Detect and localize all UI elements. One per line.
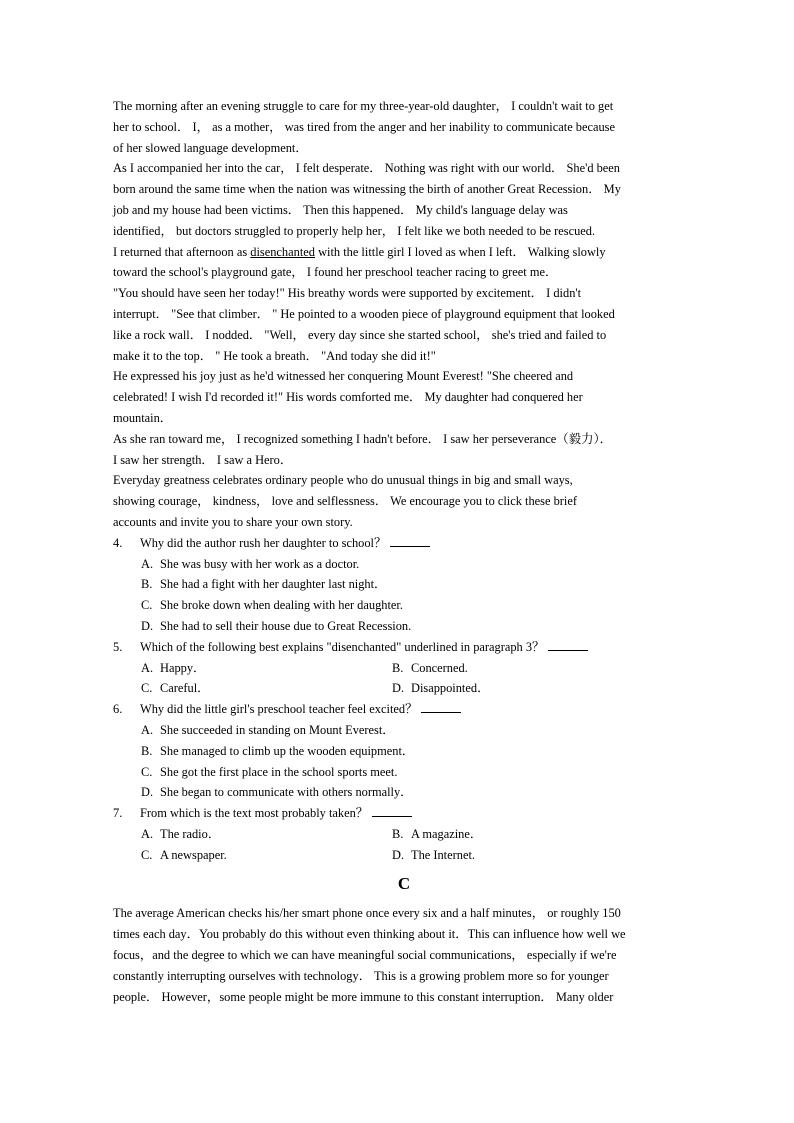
- answer-option[interactable]: [141, 595, 403, 616]
- answer-option[interactable]: [392, 658, 468, 679]
- passage-line: [113, 262, 695, 283]
- answer-option[interactable]: [392, 678, 489, 699]
- answer-option[interactable]: [141, 658, 392, 679]
- option-text: She had to sell their house due to Great Recession.: [160, 618, 412, 633]
- text-segment: As I accompanied her into the car， I felt desperate． Nothing was right with our world． She'd been: [113, 161, 621, 176]
- answer-blank[interactable]: [372, 803, 412, 817]
- option-row: [113, 554, 695, 575]
- text-segment: The morning after an evening struggle to care for my three-year-old daughter， I couldn't wait to get: [113, 99, 614, 113]
- text-segment: accounts and invite you to share your own story.: [113, 514, 353, 529]
- option-row: [113, 574, 695, 595]
- option-row: [113, 616, 695, 637]
- option-label: D.: [392, 847, 405, 862]
- question-number: 5.: [113, 639, 123, 654]
- option-row: [113, 595, 695, 616]
- answer-option[interactable]: [141, 616, 411, 637]
- option-label: A.: [141, 722, 154, 737]
- text-segment: toward the school's playground gate， I found her preschool teacher racing to greet me．: [113, 265, 558, 280]
- underlined-word: disenchanted: [250, 244, 315, 259]
- option-text: A newspaper.: [160, 847, 227, 862]
- text-segment: "You should have seen her today!" His breathy words were supported by excitement． I didn't: [113, 286, 582, 301]
- text-segment: interrupt． "See that climber． " He pointed to a wooden piece of playground equipment that looked: [113, 306, 615, 321]
- option-label: B.: [392, 826, 404, 841]
- option-label: D.: [141, 618, 154, 633]
- option-text: Happy．: [160, 660, 206, 675]
- text-segment: mountain．: [113, 410, 173, 425]
- passage-line: [113, 450, 695, 471]
- option-row: [113, 762, 695, 783]
- passage-line: [113, 491, 695, 512]
- text-segment: like a rock wall． I nodded． "Well， every day since she started school， she's tried and failed to: [113, 327, 607, 342]
- text-segment: I returned that afternoon as: [113, 244, 251, 259]
- question-text: From which is the text most probably taken？: [140, 806, 369, 821]
- question-text: Which of the following best explains "disenchanted" underlined in paragraph 3？: [140, 639, 545, 654]
- text-segment: showing courage， kindness， love and selflessness． We encourage you to click these brief: [113, 494, 577, 509]
- question-number: 6.: [113, 702, 123, 717]
- passage-b: [113, 96, 695, 533]
- option-text: She managed to climb up the wooden equipment．: [160, 743, 415, 758]
- passage-line: constantly interrupting ourselves with technology． This is a growing problem more so for younger: [113, 968, 609, 983]
- answer-blank[interactable]: [548, 637, 588, 651]
- option-label: C.: [141, 847, 153, 862]
- option-row: [113, 782, 695, 803]
- question-number: 4.: [113, 535, 123, 550]
- text-segment: As she ran toward me， I recognized something I hadn't before． I saw her perseverance（毅力）．: [113, 431, 613, 446]
- option-row: [113, 678, 695, 699]
- option-text: She had a fight with her daughter last night．: [160, 577, 387, 592]
- passage-line: [113, 512, 695, 533]
- passage-line: [113, 325, 695, 346]
- option-text: She was busy with her work as a doctor.: [160, 556, 360, 571]
- passage-line: times each day．You probably do this without even thinking about it．This can influence how well we: [113, 927, 626, 942]
- questions-list: [113, 533, 695, 866]
- option-label: A.: [141, 660, 154, 675]
- passage-line: The average American checks his/her smart phone once every six and a half minutes， or roughly 150: [113, 906, 621, 921]
- section-heading: C: [397, 874, 411, 894]
- option-text: Careful．: [160, 681, 210, 696]
- question-text: Why did the author rush her daughter to school？: [140, 535, 387, 550]
- option-label: C.: [141, 598, 153, 613]
- passage-line: [113, 304, 695, 325]
- answer-option[interactable]: [141, 845, 392, 866]
- option-text: She began to communicate with others normally．: [160, 785, 413, 800]
- passage-line: [113, 221, 695, 242]
- question-number: 7.: [113, 806, 123, 821]
- document-content: [113, 96, 695, 1007]
- answer-option[interactable]: [141, 824, 392, 845]
- question-stem: [113, 637, 695, 658]
- option-text: Concerned.: [411, 660, 468, 675]
- option-label: B.: [141, 743, 153, 758]
- passage-line: [113, 138, 695, 159]
- passage-line: [113, 470, 695, 491]
- answer-blank[interactable]: [390, 533, 430, 547]
- option-row: [113, 824, 695, 845]
- passage-line: [113, 158, 695, 179]
- text-segment: make it to the top． " He took a breath． "And today she did it!": [113, 348, 436, 363]
- passage-line: [113, 366, 695, 387]
- text-segment: born around the same time when the nation was witnessing the birth of another Great Recession． My: [113, 182, 621, 197]
- passage-line: [113, 387, 695, 408]
- passage-line: [113, 179, 695, 200]
- answer-option[interactable]: [141, 678, 392, 699]
- answer-blank[interactable]: [421, 699, 461, 713]
- passage-line: [113, 242, 695, 263]
- text-segment: celebrated! I wish I'd recorded it!" His words comforted me． My daughter had conquered her: [113, 390, 583, 405]
- option-label: A.: [141, 826, 154, 841]
- answer-option[interactable]: [141, 574, 386, 595]
- passage-c: [113, 903, 695, 1007]
- text-segment: identified， but doctors struggled to properly help her， I felt like we both needed to be rescued.: [113, 223, 596, 238]
- option-label: B.: [141, 577, 153, 592]
- answer-option[interactable]: [141, 741, 414, 762]
- option-text: She got the first place in the school sports meet.: [160, 764, 398, 779]
- option-text: The radio．: [160, 826, 221, 841]
- text-segment: He expressed his joy just as he'd witnessed her conquering Mount Everest! "She cheered and: [113, 369, 574, 384]
- text-segment: her to school． I， as a mother， was tired from the anger and her inability to communicate because: [113, 119, 616, 134]
- option-row: [113, 741, 695, 762]
- passage-line: people． However，some people might be more immune to this constant interruption． Many older: [113, 989, 614, 1004]
- text-segment: job and my house had been victims． Then this happened． My child's language delay was: [113, 202, 568, 217]
- answer-option[interactable]: [141, 762, 397, 783]
- option-text: She broke down when dealing with her daughter.: [160, 598, 403, 613]
- option-row: [113, 845, 695, 866]
- option-row: [113, 720, 695, 741]
- passage-line: [113, 408, 695, 429]
- option-row: [113, 658, 695, 679]
- option-label: C.: [141, 764, 153, 779]
- passage-line: [113, 96, 695, 117]
- question-stem: [113, 533, 695, 554]
- text-segment: with the little girl I loved as when I left． Walking slowly: [314, 244, 606, 259]
- text-segment: of her slowed language development．: [113, 140, 308, 155]
- option-text: The Internet.: [411, 847, 475, 862]
- option-text: A magazine．: [411, 826, 483, 841]
- option-label: D.: [392, 681, 405, 696]
- passage-line: [113, 117, 695, 138]
- option-text: Disappointed．: [411, 681, 490, 696]
- option-text: She succeeded in standing on Mount Everest．: [160, 722, 395, 737]
- question-stem: [113, 803, 695, 824]
- passage-line: [113, 200, 695, 221]
- question-text: Why did the little girl's preschool teacher feel excited？: [140, 702, 418, 717]
- option-label: A.: [141, 556, 154, 571]
- text-segment: I saw her strength． I saw a Hero．: [113, 452, 293, 467]
- passage-line: [113, 346, 695, 367]
- answer-option[interactable]: [392, 845, 475, 866]
- passage-line: [113, 429, 695, 450]
- answer-option[interactable]: [141, 554, 359, 575]
- option-label: D.: [141, 785, 154, 800]
- text-segment: Everyday greatness celebrates ordinary people who do unusual things in big and small ways,: [113, 473, 573, 488]
- answer-option[interactable]: [141, 720, 395, 741]
- option-label: B.: [392, 660, 404, 675]
- passage-line: focus，and the degree to which we can have meaningful social communications， especially if we're: [113, 948, 617, 963]
- question-stem: [113, 699, 695, 720]
- option-label: C.: [141, 681, 153, 696]
- answer-option[interactable]: [141, 782, 413, 803]
- answer-option[interactable]: [392, 824, 482, 845]
- passage-line: [113, 283, 695, 304]
